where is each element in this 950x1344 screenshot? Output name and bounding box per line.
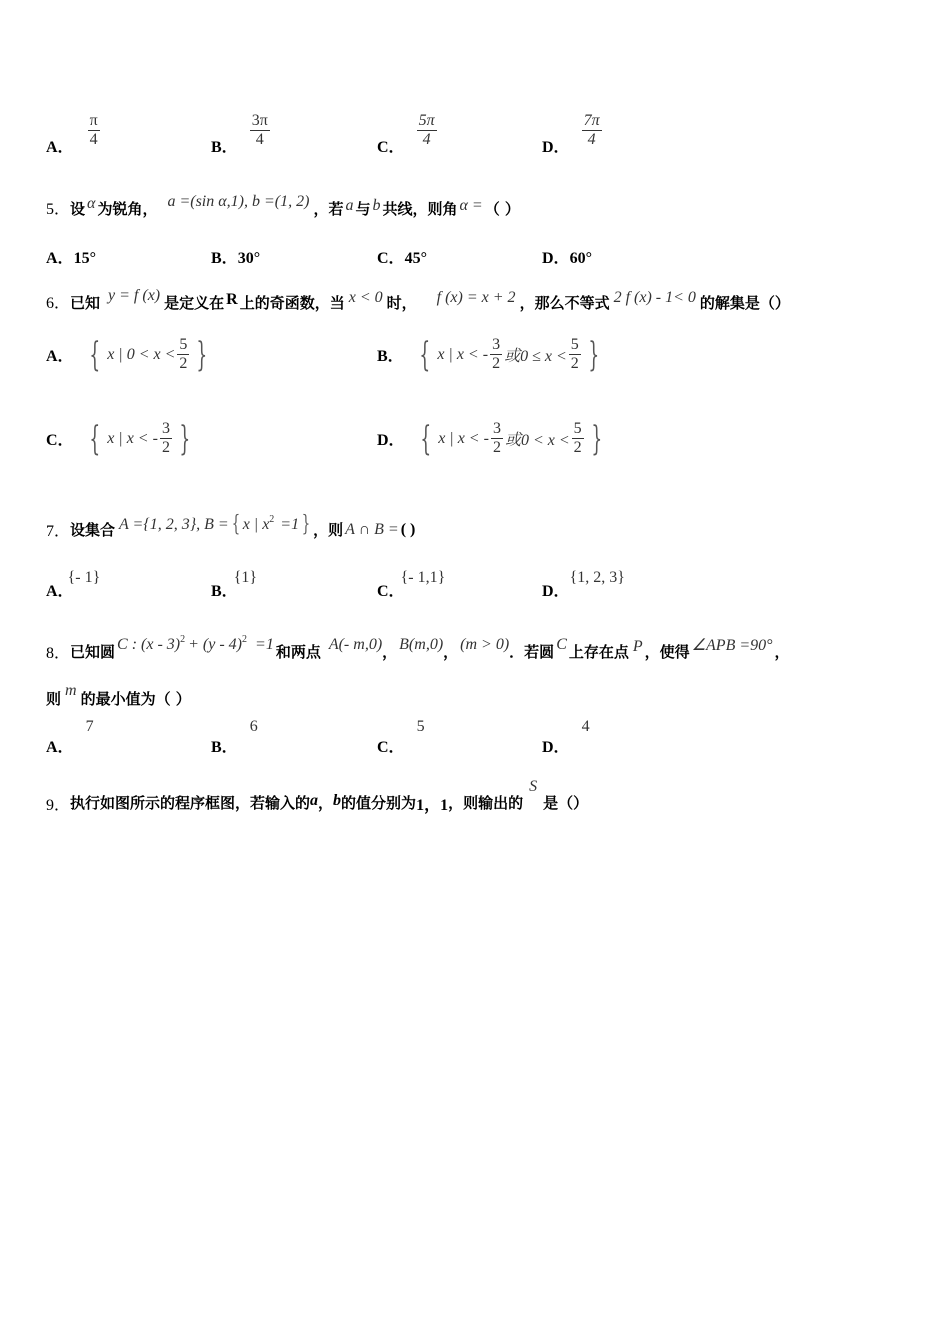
- math: A ∩ B =: [345, 520, 399, 538]
- q5-option-b: [211, 245, 260, 268]
- option-label: B．: [211, 139, 238, 156]
- math: x | x: [242, 515, 270, 533]
- text: 上存在点: [568, 643, 629, 661]
- option-label: D．: [542, 739, 570, 756]
- text: 与: [355, 200, 371, 218]
- text: 上的奇函数，当: [239, 294, 345, 312]
- set-expression: [414, 336, 605, 373]
- math: α: [87, 195, 96, 212]
- text: ，: [774, 643, 790, 661]
- fraction: $\frac{3}{2}$: [161, 420, 170, 456]
- fraction: $\frac{3}{2}$: [492, 420, 501, 456]
- math: a =(sin α,1), b =(1, 2): [167, 193, 310, 210]
- q5-option-a: [46, 245, 96, 268]
- fraction: $\frac{\pi}{4}$: [89, 112, 98, 148]
- math: x | x < -: [107, 429, 158, 447]
- math: ∠APB =90°: [691, 636, 773, 654]
- option-label: B．: [377, 348, 404, 365]
- option-label: D．: [542, 139, 570, 156]
- text: ，则: [313, 521, 344, 539]
- text: 和两点: [275, 643, 321, 661]
- math: m: [65, 682, 77, 699]
- option-label: C．: [377, 139, 405, 156]
- text: 的解集是（）: [699, 294, 790, 312]
- text: 1，1: [416, 797, 449, 814]
- right-brace: }: [588, 334, 599, 375]
- option-label: A．: [46, 139, 74, 156]
- math: =1: [255, 635, 274, 653]
- option-value: 4: [581, 718, 590, 735]
- text: 执行如图所示的程序框图，若输入的: [70, 794, 311, 812]
- option-value: {1, 2, 3}: [569, 569, 625, 586]
- math: b: [333, 792, 342, 809]
- fraction: $\frac{5}{2}$: [573, 420, 582, 456]
- q4-option-d: [542, 104, 602, 157]
- math: C: [556, 635, 567, 653]
- q4-option-c: [377, 104, 437, 157]
- q4-option-a: [46, 104, 100, 157]
- q7-option-c: [377, 566, 445, 601]
- math: 或0 ≤ x <: [504, 348, 567, 365]
- text: ，若: [313, 200, 344, 218]
- text: 的值分别为: [341, 794, 417, 812]
- math: f (x) = x + 2: [436, 289, 516, 306]
- math: 或0 < x <: [504, 432, 570, 449]
- q8-option-c: [377, 718, 425, 757]
- text: ，那么不等式: [519, 294, 610, 312]
- q5-option-d: [542, 245, 592, 268]
- q7-option-d: [542, 566, 625, 601]
- fraction: $\frac{5}{2}$: [570, 336, 579, 372]
- set-expression: [84, 336, 213, 373]
- set-expression: [84, 420, 196, 457]
- question-number: 8．: [46, 645, 71, 662]
- text: ．若圆: [509, 643, 555, 661]
- option-value: 30°: [237, 250, 261, 267]
- math: S: [529, 778, 538, 795]
- left-brace: {: [419, 418, 431, 459]
- fraction: $\frac{5}{2}$: [179, 336, 188, 372]
- option-label: B．: [211, 583, 238, 600]
- question-number: 6．: [46, 295, 71, 312]
- option-label: A．: [46, 250, 74, 267]
- question-7: [46, 508, 415, 541]
- option-value: 7: [85, 718, 94, 735]
- text: ，则输出的: [448, 794, 524, 812]
- math: a: [310, 792, 319, 809]
- option-label: B．: [211, 739, 238, 756]
- option-label: A．: [46, 583, 74, 600]
- set-expression: [415, 420, 608, 457]
- option-value: {1}: [233, 569, 258, 586]
- math: α =: [459, 197, 483, 214]
- right-brace: }: [196, 334, 208, 375]
- option-label: D．: [542, 583, 570, 600]
- option-value: 45°: [404, 250, 427, 267]
- right-brace: }: [301, 512, 311, 537]
- question-6: [46, 287, 790, 313]
- text: ，: [318, 794, 334, 812]
- math: 2 f (x) - 1< 0: [613, 289, 696, 306]
- text: ，: [443, 643, 459, 661]
- question-5: [46, 193, 520, 219]
- question-number: 5．: [46, 201, 71, 218]
- text: 是（）: [543, 794, 589, 812]
- option-value: 5: [416, 718, 425, 735]
- question-number: 9．: [46, 797, 71, 814]
- math: a: [345, 197, 354, 214]
- question-number: 7．: [46, 523, 71, 540]
- left-brace: {: [88, 418, 100, 459]
- question-8: [46, 626, 790, 663]
- math: C : (x - 3): [117, 635, 181, 653]
- text: 已知圆: [70, 643, 116, 661]
- q4-option-b: [211, 104, 270, 157]
- option-label: C．: [377, 739, 405, 756]
- question-9: [46, 778, 588, 815]
- math: (m > 0): [460, 635, 510, 653]
- option-label: C．: [377, 250, 405, 267]
- math: =1: [280, 515, 300, 533]
- option-value: 6: [249, 718, 258, 735]
- fraction: $\frac{3\pi}{4}$: [251, 112, 268, 148]
- fraction: $\frac{3}{2}$: [492, 336, 501, 372]
- text: 设集合: [70, 521, 116, 539]
- q7-option-a: [46, 566, 100, 601]
- question-8-line-2: [46, 682, 191, 709]
- math: x | x < -: [438, 429, 489, 447]
- math: b: [372, 197, 381, 214]
- option-value: {- 1,1}: [400, 569, 446, 586]
- math: R: [226, 291, 238, 308]
- math: A(- m,0): [328, 635, 383, 653]
- text: ( ): [400, 520, 416, 538]
- math: x | x < -: [437, 345, 489, 363]
- superscript: 2: [242, 634, 248, 645]
- math: x < 0: [348, 289, 383, 306]
- math: A ={1, 2, 3}, B =: [119, 515, 229, 533]
- q6-option-a: [46, 336, 213, 373]
- right-brace: }: [179, 418, 191, 459]
- option-label: D．: [542, 250, 570, 267]
- option-label: C．: [46, 432, 74, 449]
- q6-option-c: [46, 420, 196, 457]
- fraction: $\frac{5\pi}{4}$: [418, 112, 435, 148]
- left-brace: {: [231, 512, 240, 537]
- math: x | 0 < x <: [107, 345, 176, 363]
- q6-option-d: [377, 420, 607, 457]
- text: 的最小值为（ ）: [80, 690, 191, 708]
- text: 为锐角，: [97, 200, 158, 218]
- text: （ ）: [484, 200, 520, 218]
- text: 时，: [386, 294, 417, 312]
- q8-option-d: [542, 718, 590, 757]
- math: P: [632, 637, 643, 655]
- text: 共线，则角: [382, 200, 458, 218]
- text: 是定义在: [164, 294, 225, 312]
- option-label: A．: [46, 348, 74, 365]
- superscript: 2: [180, 634, 186, 645]
- option-label: D．: [377, 432, 405, 449]
- q5-option-c: [377, 245, 427, 268]
- option-label: B．: [211, 250, 238, 267]
- math: B(m,0): [399, 635, 444, 653]
- q8-option-a: [46, 718, 94, 757]
- math: + (y - 4): [188, 635, 243, 653]
- left-brace: {: [88, 334, 100, 375]
- text: 已知: [70, 294, 101, 312]
- option-value: 60°: [569, 250, 592, 267]
- text: 设: [70, 200, 86, 218]
- q6-option-b: [377, 336, 604, 373]
- option-label: A．: [46, 739, 74, 756]
- left-brace: {: [419, 334, 430, 375]
- option-label: C．: [377, 583, 405, 600]
- right-brace: }: [591, 418, 602, 459]
- q7-option-b: [211, 566, 257, 601]
- fraction: $\frac{7\pi}{4}$: [583, 112, 600, 148]
- q8-option-b: [211, 718, 258, 757]
- math: y = f (x): [108, 287, 161, 304]
- option-value: {- 1}: [67, 569, 101, 586]
- option-value: 15°: [73, 250, 96, 267]
- text: ，使得: [644, 643, 690, 661]
- text: 则: [46, 690, 62, 708]
- text: ，: [382, 643, 398, 661]
- superscript: 2: [269, 514, 275, 525]
